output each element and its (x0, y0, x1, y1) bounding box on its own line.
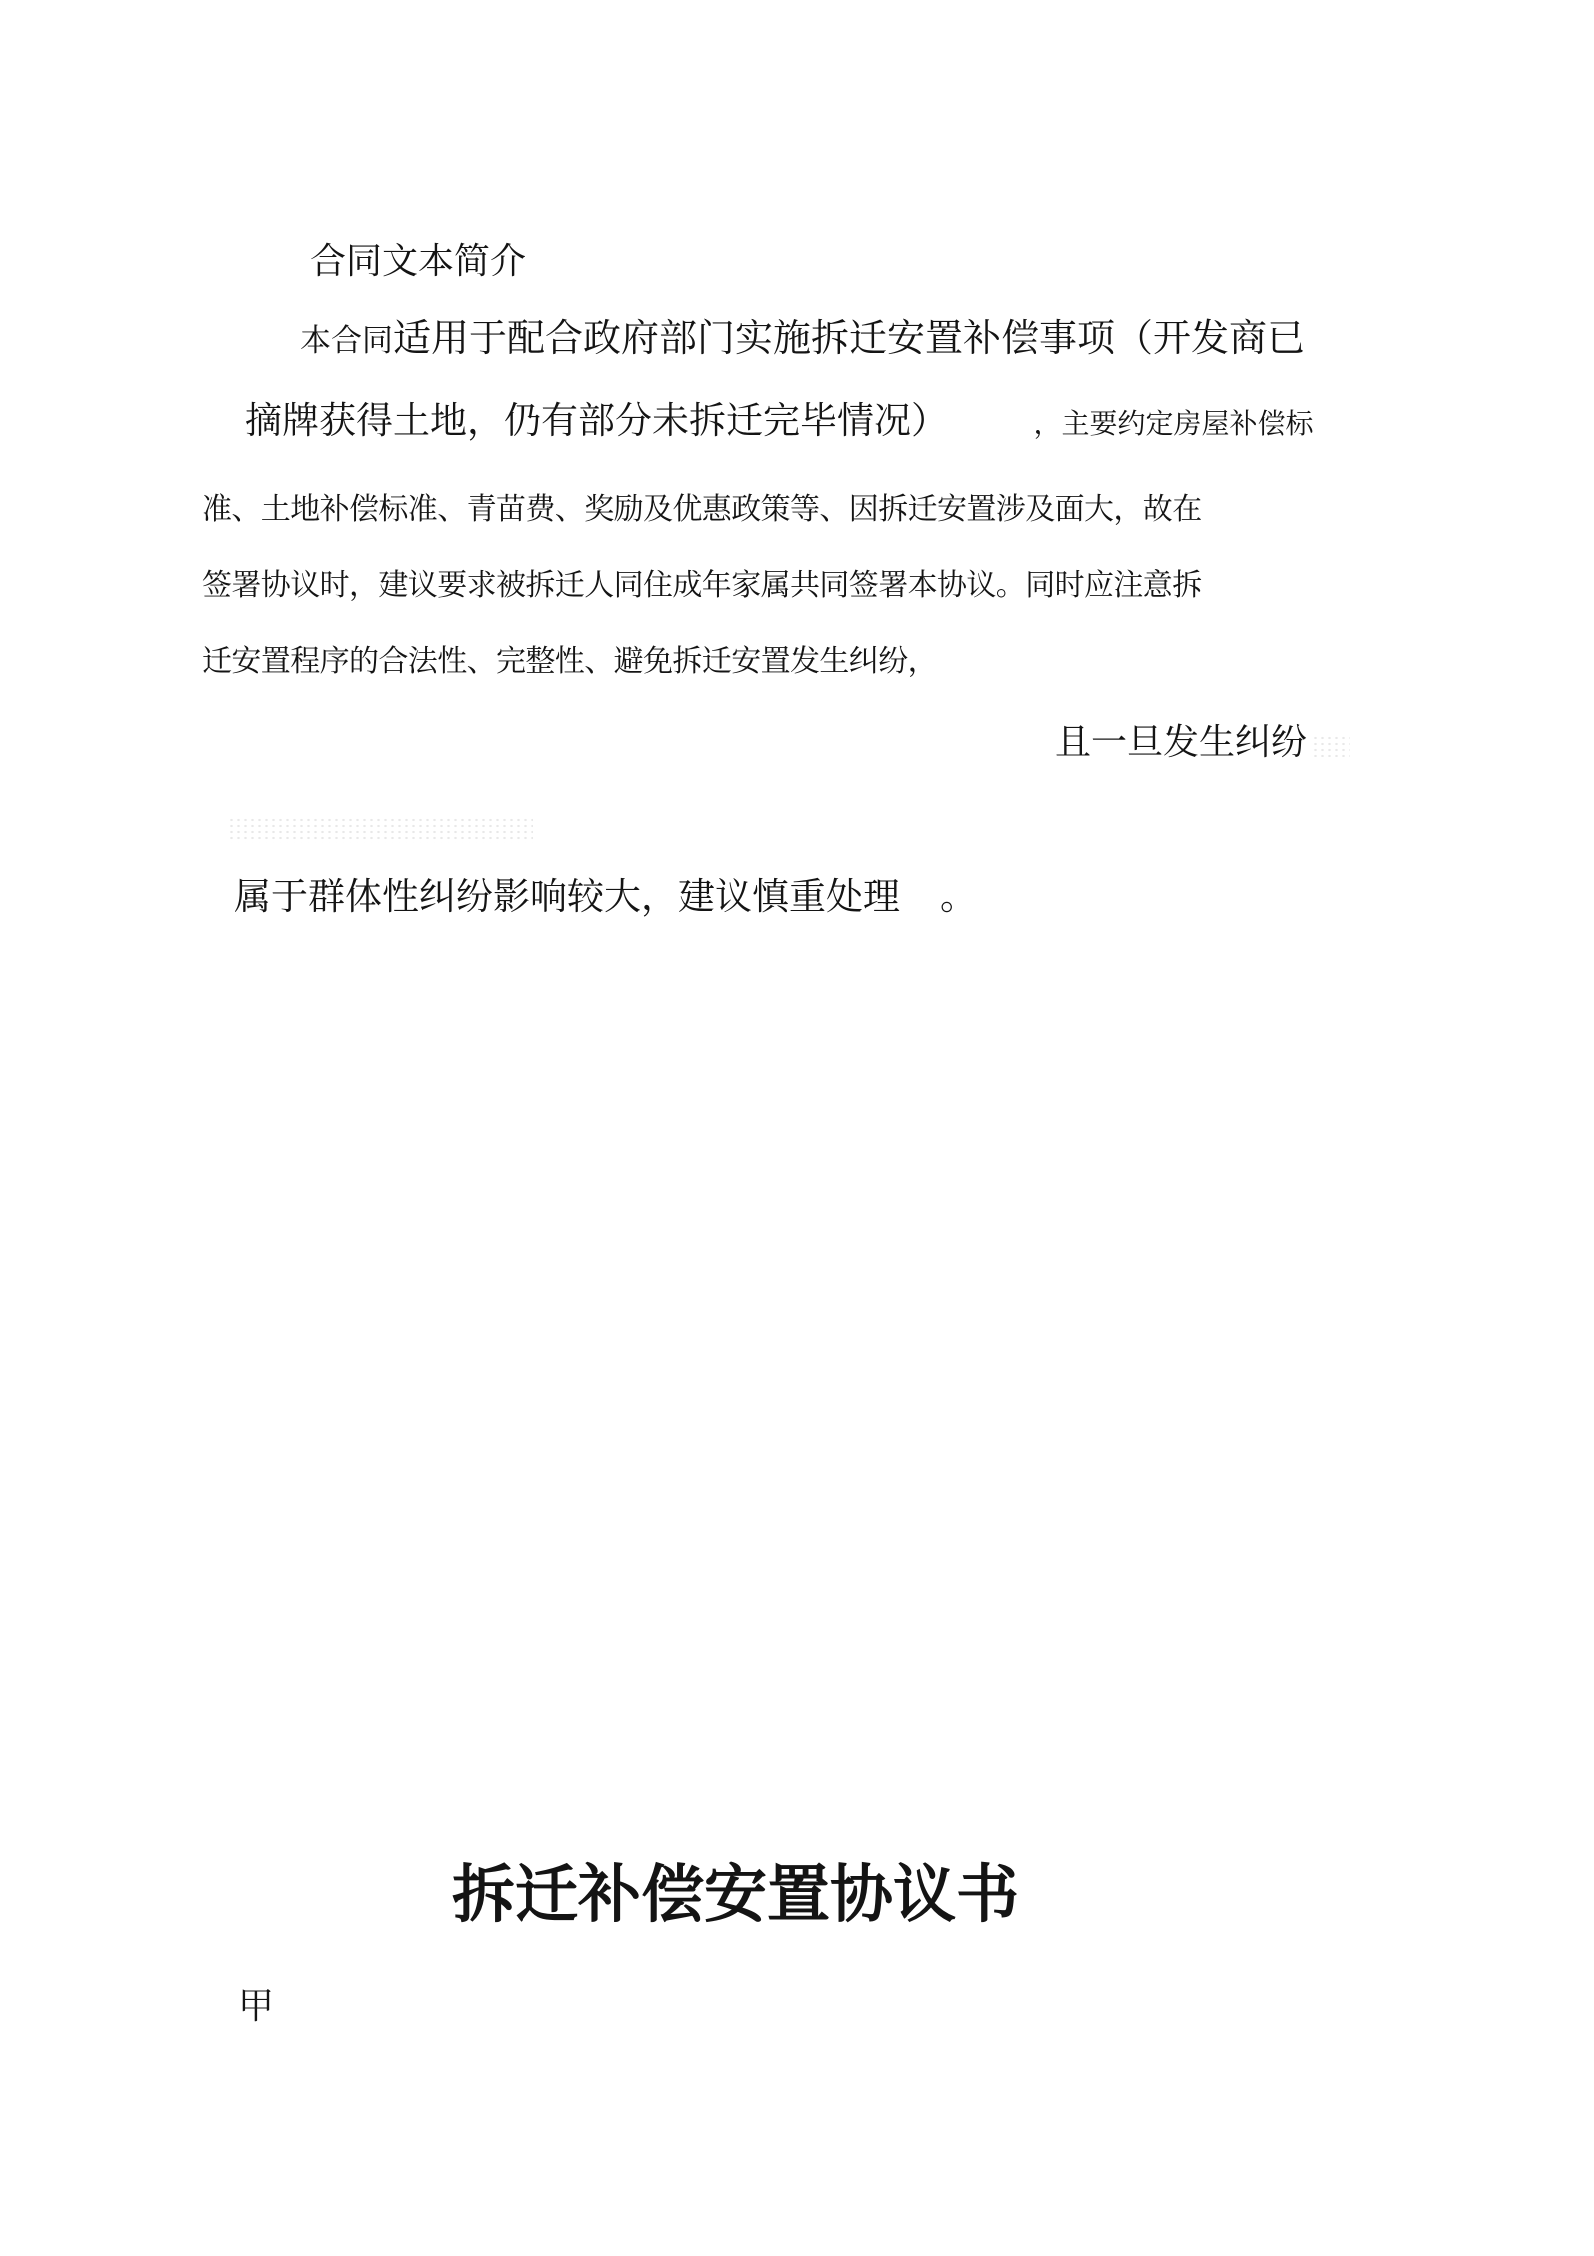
paragraph1-emphasis-line2: 摘牌获得土地，仍有部分未拆迁完毕情况） (245, 400, 930, 441)
paragraph2-line1 (234, 878, 977, 915)
paragraph2-period: 。 (940, 876, 977, 917)
paragraph1-line2 (245, 402, 1314, 439)
callout-line: 且一旦发生纠纷 (1055, 721, 1308, 762)
paragraph1-line1 (300, 320, 1305, 358)
main-title: 拆迁补偿安置协议书 (452, 1860, 1019, 1930)
paragraph1-emphasis-line1: 适用于配合政府部门实施拆迁安置补偿事项（开发商已 (393, 318, 1306, 360)
party-label: 甲 (238, 1985, 275, 2026)
paragraph1-line5: 迁安置程序的合法性、完整性、避免拆迁安置发生纠纷， (202, 645, 937, 678)
paragraph1-prefix: 本合同 (300, 323, 393, 358)
faded-text-artifact-line (228, 817, 533, 843)
paragraph1-line3: 准、土地补偿标准、青苗费、奖励及优惠政策等、因拆迁安置涉及面大，故在 (202, 493, 1202, 526)
paragraph1-line4: 签署协议时，建议要求被拆迁人同住成年家属共同签署本协议。同时应注意拆 (202, 569, 1202, 602)
paragraph2-text: 属于群体性纠纷影响较大，建议慎重处理 (234, 876, 900, 917)
faded-text-artifact-small (1312, 735, 1350, 757)
intro-heading: 合同文本简介 (310, 240, 527, 281)
paragraph1-small-continuation: ，主要约定房屋补偿标 (1033, 408, 1314, 439)
